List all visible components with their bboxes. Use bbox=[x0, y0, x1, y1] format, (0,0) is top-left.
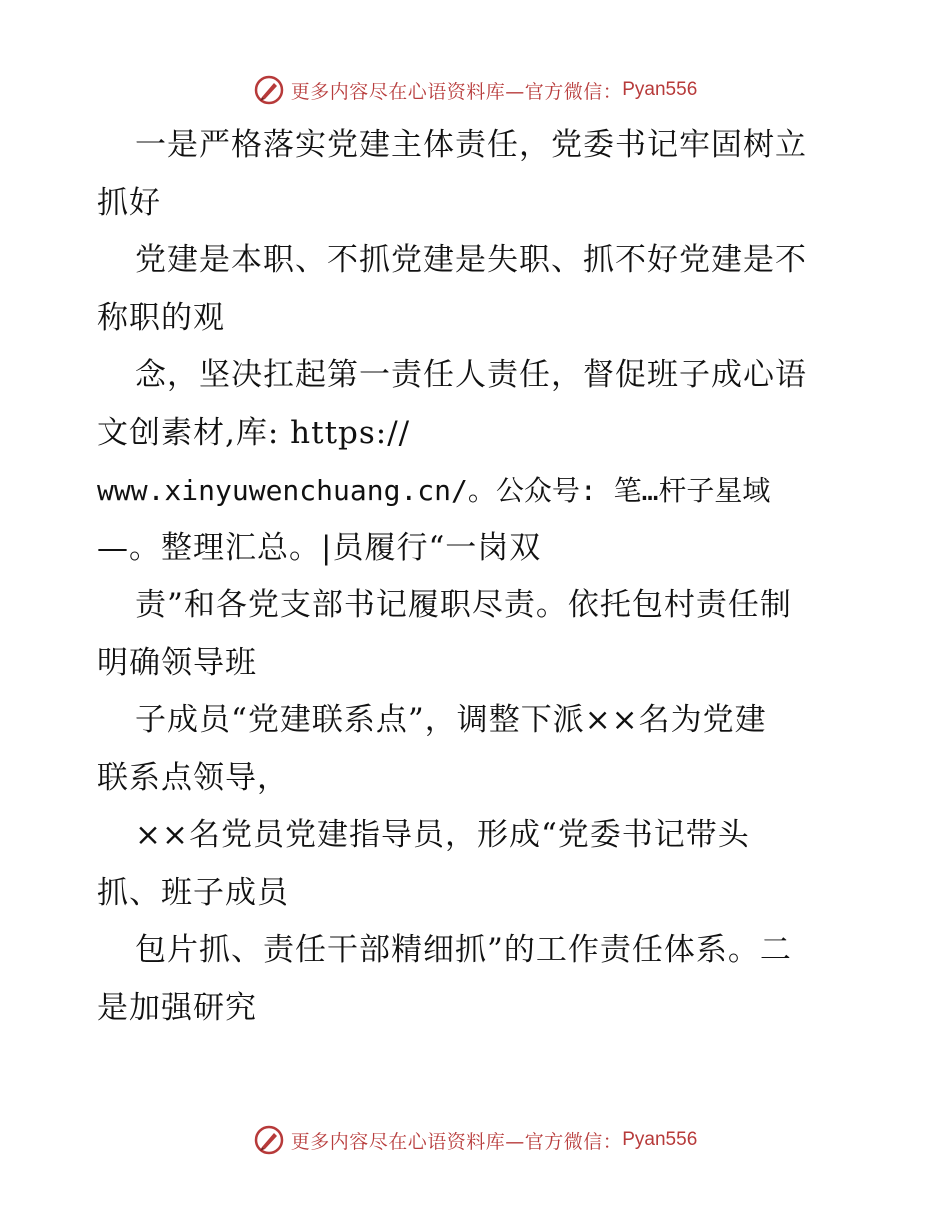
footer-wechat-id: Pyan556 bbox=[622, 1129, 698, 1150]
body-line: ××名党员党建指导员，形成“党委书记带头 bbox=[135, 817, 750, 853]
body-line: 子成员“党建联系点”，调整下派××名为党建 bbox=[135, 702, 767, 738]
body-line: 抓、班子成员 bbox=[97, 874, 289, 911]
body-line: 一是严格落实党建主体责任，党委书记牢固树立 bbox=[135, 127, 807, 163]
page-footer bbox=[0, 1120, 950, 1160]
body-line: 称职的观 bbox=[97, 299, 225, 336]
body-line: 念，坚决扛起第一责任人责任，督促班子成心语 bbox=[135, 357, 807, 393]
header-wechat-id: Pyan556 bbox=[622, 79, 698, 100]
body-line: 明确领导班 bbox=[97, 644, 257, 681]
body-line: 包片抓、责任干部精细抓”的工作责任体系。二 bbox=[135, 932, 792, 968]
body-line: 责”和各党支部书记履职尽责。依托包村责任制 bbox=[135, 587, 792, 623]
body-line: 抓好 bbox=[97, 184, 161, 221]
body-line: www.xinyuwenchuang.cn/。公众号: 笔…杆子星域 bbox=[97, 474, 771, 507]
body-line: 是加强研究 bbox=[97, 989, 257, 1026]
body-line: —。整理汇总。|员履行“一岗双 bbox=[97, 529, 542, 566]
document-body bbox=[97, 117, 857, 1037]
page-header bbox=[0, 70, 950, 110]
pen-logo-icon bbox=[253, 74, 285, 106]
body-line: 文创素材,库: https:// bbox=[97, 414, 411, 451]
pen-logo-icon bbox=[253, 1124, 285, 1156]
footer-text: 更多内容尽在心语资料库—官方微信： bbox=[290, 1130, 623, 1153]
body-line: 党建是本职、不抓党建是失职、抓不好党建是不 bbox=[135, 242, 807, 278]
header-text: 更多内容尽在心语资料库—官方微信： bbox=[290, 80, 623, 103]
body-line: 联系点领导， bbox=[97, 759, 289, 796]
